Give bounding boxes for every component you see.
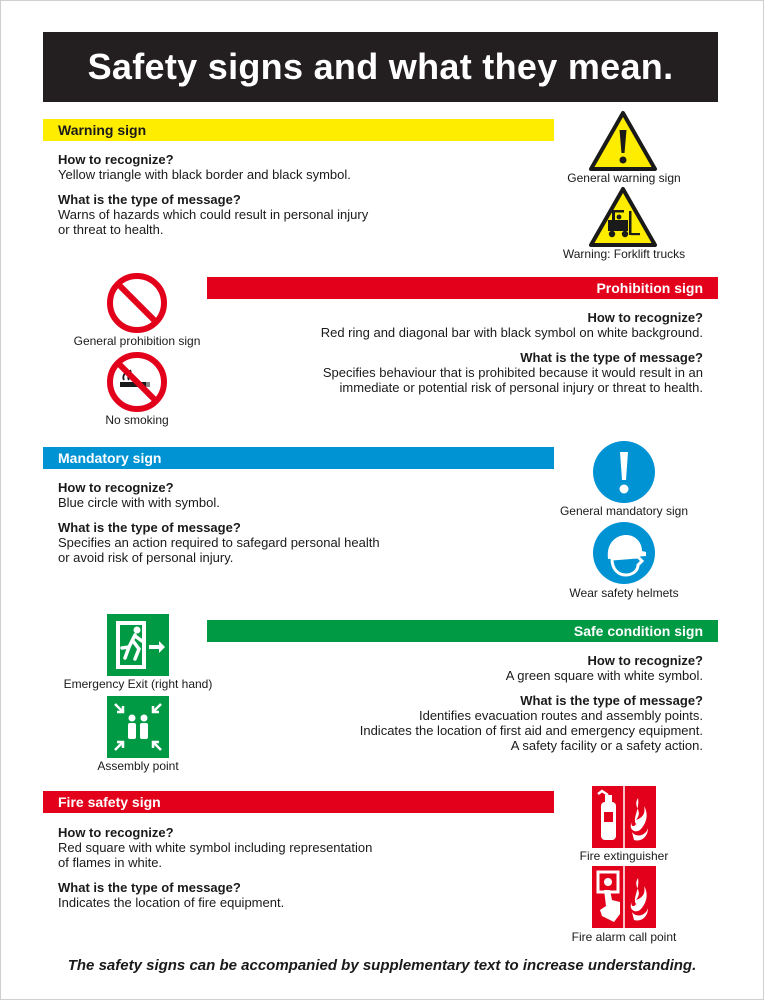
emergency-exit-icon xyxy=(107,614,169,676)
warning-recognize-q: How to recognize? xyxy=(58,152,174,167)
fire-alarm-icon xyxy=(592,866,656,928)
fire-caption-2: Fire alarm call point xyxy=(571,930,677,944)
warning-message-line2: or threat to health. xyxy=(58,222,164,237)
prohibition-text xyxy=(230,310,703,395)
mandatory-caption-2: Wear safety helmets xyxy=(569,586,679,600)
safe-message-line3: A safety facility or a safety action. xyxy=(510,738,703,753)
prohibition-recognize: Red ring and diagonal bar with black symbol on white background. xyxy=(320,325,703,340)
safe-heading: Safe condition sign xyxy=(207,620,718,642)
safe-message-q: What is the type of message? xyxy=(520,693,703,708)
prohibition-heading: Prohibition sign xyxy=(207,277,718,299)
warning-message-q: What is the type of message? xyxy=(58,192,241,207)
fire-recognize-line2: of flames in white. xyxy=(58,855,163,870)
mandatory-exclamation-icon xyxy=(592,440,656,504)
prohibition-message-line1: Specifies behaviour that is prohibited because it would result in an xyxy=(322,365,703,380)
warning-message-line1: Warns of hazards which could result in personal injury xyxy=(58,207,369,222)
prohibition-caption-2: No smoking xyxy=(105,413,169,427)
safe-recognize: A green square with white symbol. xyxy=(505,668,703,683)
warning-recognize: Yellow triangle with black border and black symbol. xyxy=(58,167,351,182)
fire-message: Indicates the location of fire equipment. xyxy=(58,895,285,910)
safe-message-line2: Indicates the location of first aid and emergency equipment. xyxy=(359,723,703,738)
mandatory-recognize: Blue circle with with symbol. xyxy=(58,495,220,510)
fire-heading: Fire safety sign xyxy=(43,791,554,813)
mandatory-message-line2: or avoid risk of personal injury. xyxy=(58,550,234,565)
safe-recognize-q: How to recognize? xyxy=(587,653,703,668)
safe-caption-1: Emergency Exit (right hand) xyxy=(63,677,213,691)
safe-message-line1: Identifies evacuation routes and assembly points. xyxy=(418,708,703,723)
safe-text xyxy=(230,653,703,753)
prohibition-recognize-q: How to recognize? xyxy=(587,310,703,325)
fire-recognize-q: How to recognize? xyxy=(58,825,174,840)
mandatory-message-q: What is the type of message? xyxy=(58,520,241,535)
mandatory-heading: Mandatory sign xyxy=(43,447,554,469)
mandatory-caption-1: General mandatory sign xyxy=(559,504,689,518)
footer-note: The safety signs can be accompanied by supplementary text to increase understanding. xyxy=(67,957,697,974)
safety-helmet-icon xyxy=(592,521,656,585)
fire-caption-1: Fire extinguisher xyxy=(579,849,669,863)
no-smoking-icon xyxy=(106,351,168,413)
forklift-warning-icon xyxy=(588,186,658,248)
fire-extinguisher-icon xyxy=(592,786,656,848)
fire-text xyxy=(58,825,538,910)
mandatory-message-line1: Specifies an action required to safegard personal health xyxy=(58,535,380,550)
prohibition-message-q: What is the type of message? xyxy=(520,350,703,365)
warning-heading: Warning sign xyxy=(43,119,554,141)
safe-caption-2: Assembly point xyxy=(97,759,179,773)
assembly-point-icon xyxy=(107,696,169,758)
fire-recognize-line1: Red square with white symbol including representation xyxy=(58,840,373,855)
page-title: Safety signs and what they mean. xyxy=(43,32,718,102)
warning-text xyxy=(58,152,538,237)
warning-triangle-icon xyxy=(588,110,658,172)
fire-message-q: What is the type of message? xyxy=(58,880,241,895)
mandatory-text xyxy=(58,480,538,565)
prohibition-icon xyxy=(106,272,168,334)
warning-caption-1: General warning sign xyxy=(567,171,681,185)
prohibition-caption-1: General prohibition sign xyxy=(73,334,201,348)
prohibition-message-line2: immediate or potential risk of personal injury or threat to health. xyxy=(339,380,703,395)
warning-caption-2: Warning: Forklift trucks xyxy=(562,247,686,261)
mandatory-recognize-q: How to recognize? xyxy=(58,480,174,495)
